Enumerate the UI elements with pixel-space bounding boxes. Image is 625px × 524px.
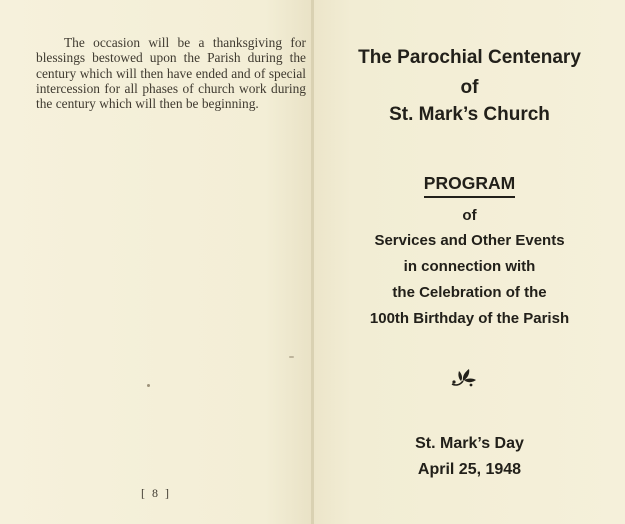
title-line-1: The Parochial Centenary <box>358 47 581 68</box>
program-subtitle-line-1: of <box>462 207 477 224</box>
occasion-paragraph: The occasion will be a thanksgiving for blessings bestowed upon the Parish during the century which will then have ended and of special intercession for all phases of church work during the century which will then be beginning. <box>36 35 306 112</box>
saint-marks-day: St. Mark’s Day <box>415 435 524 452</box>
program-subtitle-line-3: in connection with <box>403 258 536 275</box>
program-subtitle-line-2: Services and Other Events <box>374 232 565 249</box>
page-number: [ 8 ] <box>141 486 171 500</box>
program-heading-text: PROGRAM <box>424 173 515 198</box>
paper-speck <box>147 384 150 387</box>
program-subtitle-line-5: 100th Birthday of the Parish <box>369 310 570 327</box>
leaf-ornament-icon <box>450 366 478 388</box>
title-line-2: of <box>460 77 479 98</box>
paper-speck <box>289 356 294 358</box>
program-heading <box>314 173 625 198</box>
event-date: April 25, 1948 <box>417 461 522 478</box>
title-line-3: St. Mark’s Church <box>389 104 550 125</box>
program-subtitle-line-4: the Celebration of the <box>392 284 547 301</box>
